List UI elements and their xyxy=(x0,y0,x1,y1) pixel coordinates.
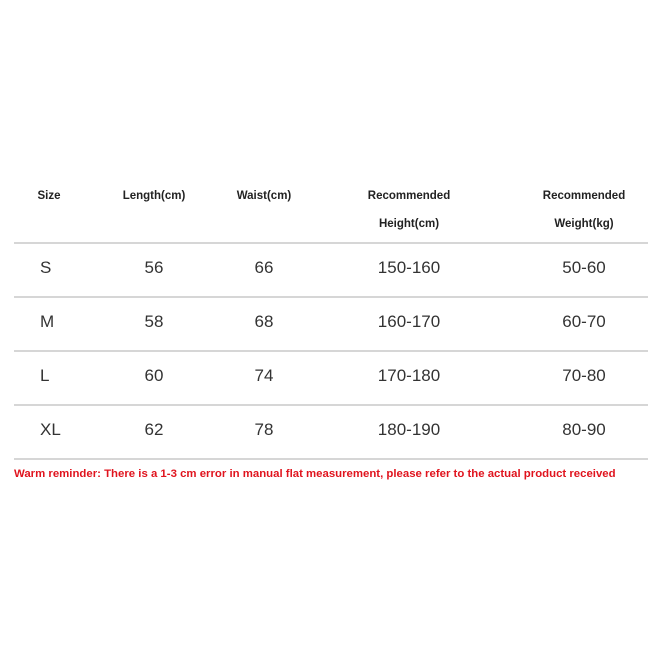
header-recommended-weight: Recommended Weight(kg) xyxy=(542,190,626,230)
header-recommended-height: Recommended Height(cm) xyxy=(367,190,451,230)
size-chart-table xyxy=(14,172,648,460)
cell-waist: 78 xyxy=(254,420,274,439)
cell-weight: 70-80 xyxy=(562,366,606,385)
cell-weight: 80-90 xyxy=(562,420,606,439)
cell-height: 160-170 xyxy=(377,312,441,331)
cell-height: 180-190 xyxy=(377,420,441,439)
cell-waist: 74 xyxy=(254,366,274,385)
cell-size: L xyxy=(40,366,50,385)
cell-size: XL xyxy=(40,420,61,439)
cell-length: 56 xyxy=(144,258,164,277)
cell-size: S xyxy=(40,258,52,277)
cell-height: 150-160 xyxy=(377,258,441,277)
header-length: Length(cm) xyxy=(122,190,186,202)
cell-length: 58 xyxy=(144,312,164,331)
table-header-row xyxy=(14,172,648,244)
table-row xyxy=(14,298,648,352)
cell-length: 62 xyxy=(144,420,164,439)
cell-weight: 50-60 xyxy=(562,258,606,277)
cell-weight: 60-70 xyxy=(562,312,606,331)
table-row xyxy=(14,244,648,298)
header-waist: Waist(cm) xyxy=(236,190,292,202)
table-row xyxy=(14,406,648,460)
cell-height: 170-180 xyxy=(377,366,441,385)
cell-size: M xyxy=(40,312,55,331)
table-row xyxy=(14,352,648,406)
cell-waist: 66 xyxy=(254,258,274,277)
warm-reminder-text: Warm reminder: There is a 1-3 cm error in manual flat measurement, please refer to the actual product received xyxy=(14,468,616,480)
cell-length: 60 xyxy=(144,366,164,385)
cell-waist: 68 xyxy=(254,312,274,331)
header-size: Size xyxy=(37,190,61,202)
